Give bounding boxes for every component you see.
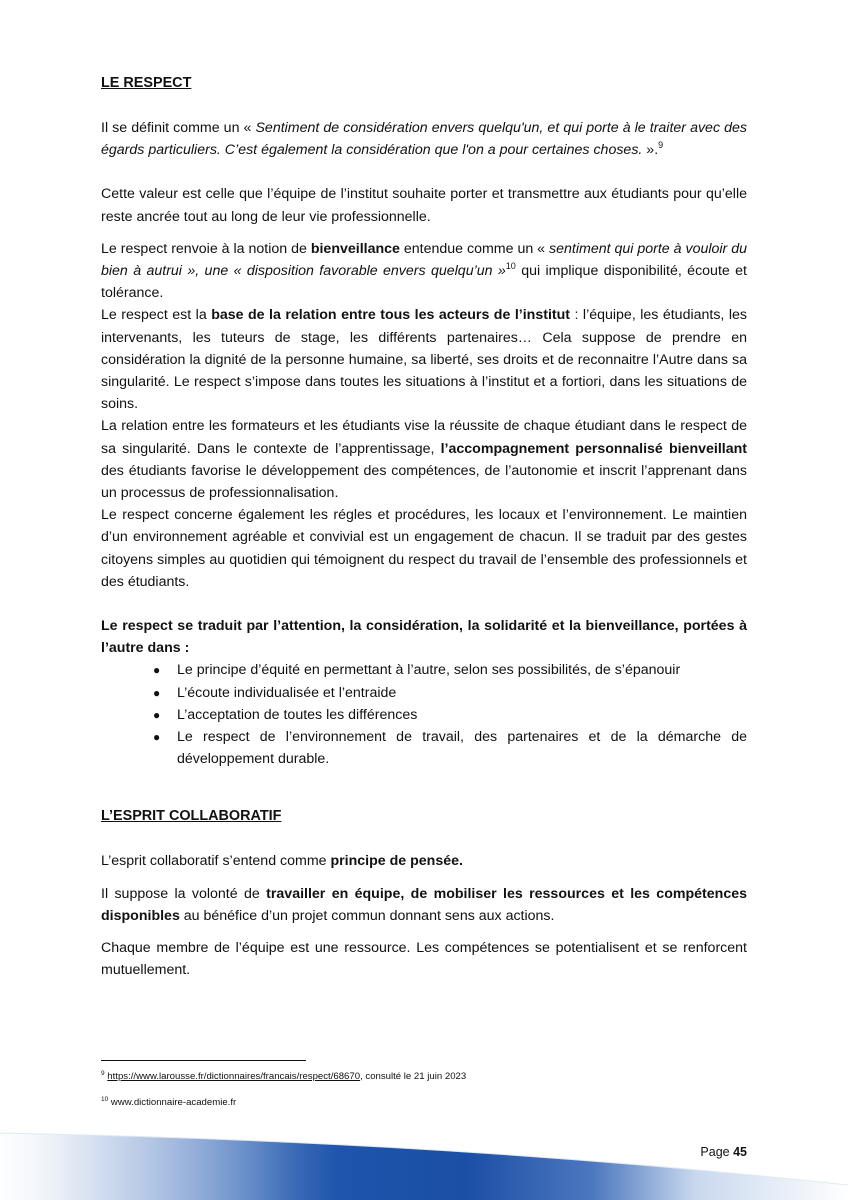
footnote-9: $^9$ https://www.larousse.fr/dictionnaires/francais/respect/68670, consulté le 21 juin 2023 xyxy=(101,1070,467,1082)
list-item: ● L’acceptation de toutes les différences xyxy=(101,704,747,726)
footnote-ref-9[interactable]: 9 xyxy=(658,140,664,151)
footnote-separator xyxy=(101,1060,306,1061)
list-item: ● Le principe d’équité en permettant à l’autre, selon ses possibilités, de s’épanouir xyxy=(101,659,747,681)
collab-paragraph-team: Il suppose la volonté de travailler en équipe, de mobiliser les ressources et les compétences disponibles au bénéfice d’un projet commun donnant sens aux actions. xyxy=(101,885,747,924)
respect-paragraph-relation: Le respect est la base de la relation entre tous les acteurs de l’institut : l’équipe, les étudiants, les intervenants, les tuteurs de stage, les différents partenaires… Cela suppose de prendre en considération la dignité de la personne humaine, sa liberté, ses droits et de reconnaitre l’Autre dans sa singularité. Le respect s’impose dans toutes les situations à l’institut et a fortiori, dans les situations de soins. xyxy=(101,307,747,413)
respect-lead: Le respect se traduit par l’attention, la considération, la solidarité et la bienveillance, portées à l’autre dans : xyxy=(101,618,747,657)
respect-definition: Il se définit comme un « Sentiment de considération envers quelqu'un, et qui porte à le traiter avec des égards particuliers. C’est également la considération que l'on a pour certaines choses. ».$^9$ xyxy=(101,120,747,159)
respect-paragraph-learning: La relation entre les formateurs et les étudiants vise la réussite de chaque étudiant dans le respect de sa singularité. Dans le contexte de l’apprentissage, l’accompagnement personnalisé bienveillant des étudiants favorise le développement des compétences, de l’autonomie et inscrit l’apprenant dans un processus de professionnalisation. xyxy=(101,418,747,502)
respect-paragraph-environment: Le respect concerne également les régles et procédures, les locaux et l’environnement. Le maintien d’un environnement agréable et convivial est un engagement de chacun. Il se traduit par des gestes citoyens simples au quotidien qui témoignent du respect du travail de l’ensemble des professionnels et des étudiants. xyxy=(101,507,747,590)
definition-quote: Sentiment de considération envers quelqu'un, et qui porte à le traiter avec des égards particuliers. C’est également la considération que l'on a pour certaines choses. xyxy=(101,120,747,159)
footnote-ref-10[interactable]: 10 xyxy=(505,261,516,272)
collab-paragraph-principle: L’esprit collaboratif s’entend comme principe de pensée. xyxy=(101,853,463,870)
footnote-link[interactable]: https://www.larousse.fr/dictionnaires/francais/respect/68670 xyxy=(107,1071,361,1082)
bullet-icon: ● xyxy=(153,685,161,700)
respect-paragraph-bienveillance: Le respect renvoie à la notion de bienveillance entendue comme un « sentiment qui porte à vouloir du bien à autrui », une « disposition favorable envers quelqu’un »$^{10}$ qui implique disponibilité, écoute et tolérance. xyxy=(101,240,747,302)
collab-paragraph-resources: Chaque membre de l’équipe est une ressource. Les compétences se potentialisent et se renforcent mutuellement. xyxy=(101,940,747,979)
bullet-icon: ● xyxy=(153,730,161,745)
footnote-10: $^{10}$ www.dictionnaire-academie.fr xyxy=(101,1096,237,1108)
respect-bullet-list xyxy=(101,659,747,770)
bullet-icon: ● xyxy=(153,707,161,722)
page-number: Page 45 xyxy=(700,1145,747,1159)
footer-wave-band xyxy=(0,1125,848,1200)
section-title-collab: L’ESPRIT COLLABORATIF xyxy=(101,808,282,825)
page-content xyxy=(101,72,747,982)
respect-paragraph-value: Cette valeur est celle que l’équipe de l’institut souhaite porter et transmettre aux étudiants pour qu’elle reste ancrée tout au long de leur vie professionnelle. xyxy=(101,186,747,225)
list-item: ● L’écoute individualisée et l’entraide xyxy=(101,682,747,704)
bullet-icon: ● xyxy=(153,663,161,678)
list-item: ● Le respect de l’environnement de travail, des partenaires et de la démarche de développement durable. xyxy=(101,726,747,770)
section-title-respect: LE RESPECT xyxy=(101,75,192,91)
